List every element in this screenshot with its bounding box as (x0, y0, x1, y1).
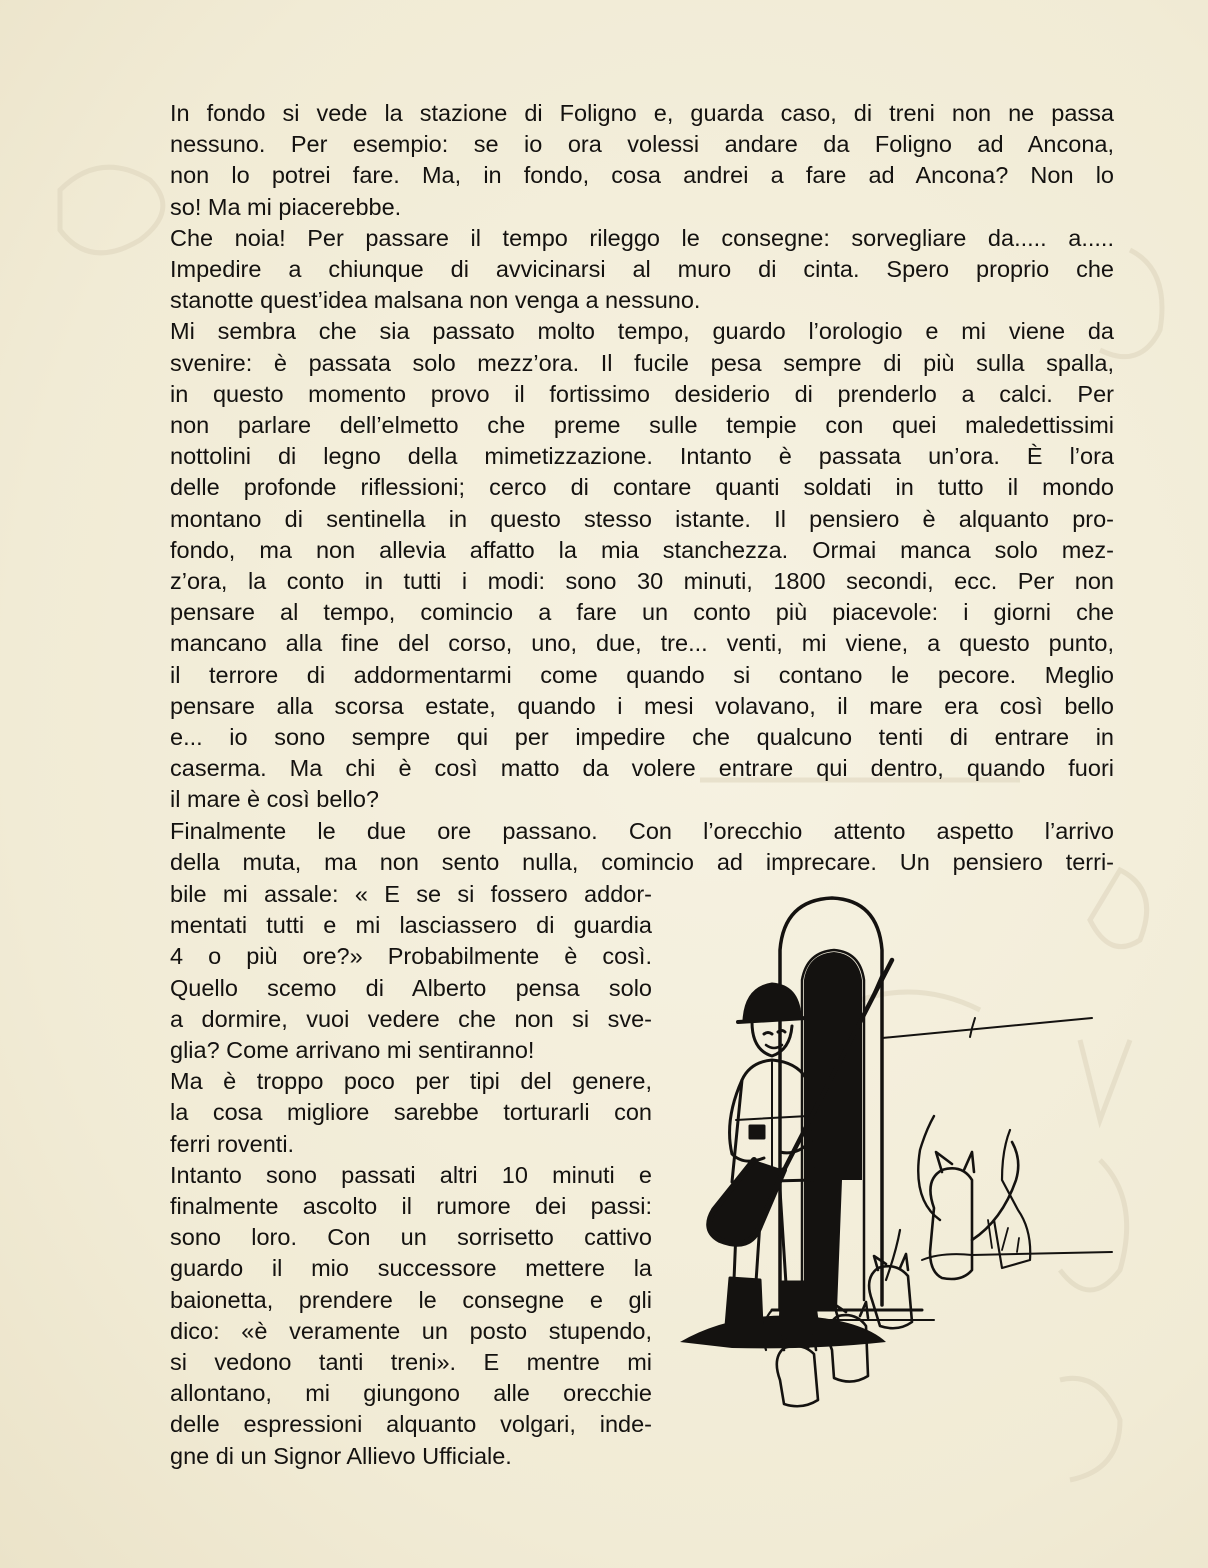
column-text-line: mentati tutti e mi lasciassero di guardia (170, 912, 652, 939)
column-text-line: la cosa migliore sarebbe torturarli con (170, 1099, 652, 1126)
main-text-line: stanotte quest’idea malsana non venga a nessuno. (170, 287, 701, 314)
column-text-line: dico: «è veramente un posto stupendo, (170, 1317, 652, 1344)
column-text-line: allontano, mi giungono alle orecchie (170, 1380, 652, 1407)
column-text-line: ferri roventi. (170, 1130, 295, 1157)
main-text-line: non lo potrei fare. Ma, in fondo, cosa andrei a fare ad Ancona? Non lo (170, 162, 1114, 189)
column-text-line: finalmente ascolto il rumore dei passi: (170, 1193, 652, 1220)
main-text-line: Finalmente le due ore passano. Con l’orecchio attento aspetto l’arrivo (170, 817, 1114, 844)
column-text-line: glia? Come arrivano mi sentiranno! (170, 1037, 535, 1064)
column-text-line: Ma è troppo poco per tipi del genere, (170, 1068, 652, 1095)
column-text-line: guardo il mio successore mettere la (170, 1255, 652, 1282)
main-text-line: fondo, ma non allevia affatto la mia stanchezza. Ormai manca solo mez- (170, 536, 1114, 563)
main-text-line: svenire: è passata solo mezz’ora. Il fucile pesa sempre di più sulla spalla, (170, 349, 1114, 376)
column-text-line: sono loro. Con un sorrisetto cattivo (170, 1224, 652, 1251)
main-text-line: mancano alla fine del corso, uno, due, tre... venti, mi viene, a questo punto, (170, 630, 1114, 657)
main-text-line: so! Ma mi piacerebbe. (170, 193, 402, 220)
column-text-line: gne di un Signor Allievo Ufficiale. (170, 1442, 512, 1469)
column-text-line: Quello scemo di Alberto pensa solo (170, 974, 652, 1001)
column-text-line: delle espressioni alquanto volgari, inde- (170, 1411, 652, 1438)
main-text-line: il terrore di addormentarmi come quando si contano le pecore. Meglio (170, 661, 1114, 688)
main-text-line: Che noia! Per passare il tempo rileggo le consegne: sorvegliare da..... a..... (170, 224, 1114, 251)
main-text-line: z’ora, la conto in tutti i modi: sono 30 minuti, 1800 secondi, ecc. Per non (170, 568, 1114, 595)
main-text-line: montano di sentinella in questo stesso istante. Il pensiero è alquanto pro- (170, 505, 1114, 532)
main-text-line: in questo momento provo il fortissimo desiderio di prenderlo a calci. Per (170, 380, 1114, 407)
column-text-line: 4 o più ore?» Probabilmente è così. (170, 943, 652, 970)
main-text-line: Mi sembra che sia passato molto tempo, guardo l’orologio e mi viene da (170, 318, 1114, 345)
column-text-line: si vedono tanti treni». E mentre mi (170, 1349, 652, 1376)
main-text-line: In fondo si vede la stazione di Foligno e, guarda caso, di treni non ne passa (170, 100, 1114, 126)
main-text-line: nottolini di legno della mimetizzazione. Intanto è passata un’ora. È l’ora (170, 443, 1114, 470)
column-text-line: bile mi assale: « E se si fossero addor- (170, 881, 652, 907)
sentry-soldier-illustration (672, 880, 1132, 1440)
main-text-line: delle profonde riflessioni; cerco di contare quanti soldati in tutto il mondo (170, 474, 1114, 501)
main-text-line: e... io sono sempre qui per impedire che qualcuno tenti di entrare in (170, 724, 1114, 751)
main-text-line: pensare al tempo, comincio a fare un conto più piacevole: i giorni che (170, 599, 1114, 626)
column-text-line: baionetta, prendere le consegne e gli (170, 1286, 652, 1313)
main-text-line: il mare è così bello? (170, 786, 379, 813)
column-text-line: a dormire, vuoi vedere che non si sve- (170, 1005, 652, 1032)
main-text-line: Impedire a chiunque di avvicinarsi al muro di cinta. Spero proprio che (170, 256, 1114, 283)
main-text-line: non parlare dell’elmetto che preme sulle tempie con quei maledettissimi (170, 412, 1114, 439)
main-paragraphs (170, 98, 1114, 878)
main-text-line: caserma. Ma chi è così matto da volere entrare qui dentro, quando fuori (170, 755, 1114, 782)
main-text-line: nessuno. Per esempio: se io ora volessi andare da Foligno ad Ancona, (170, 131, 1114, 158)
main-text-line: della muta, ma non sento nulla, comincio ad imprecare. Un pensiero terri- (170, 848, 1114, 875)
column-text-line: Intanto sono passati altri 10 minuti e (170, 1161, 652, 1188)
main-text-line: pensare alla scorsa estate, quando i mesi volavano, il mare era così bello (170, 692, 1114, 719)
column-paragraphs (170, 879, 652, 1472)
